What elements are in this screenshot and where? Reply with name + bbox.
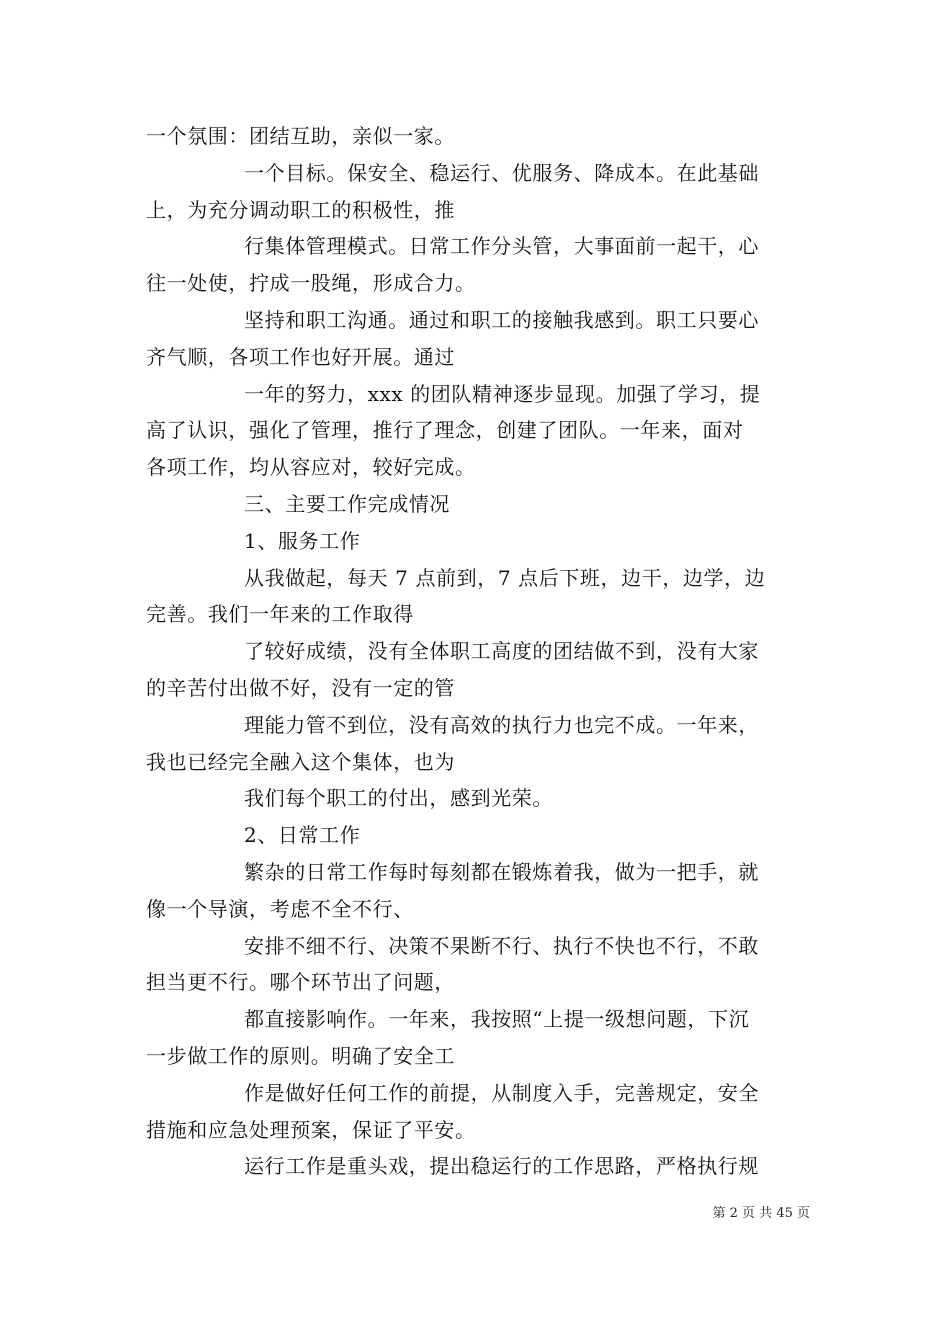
- subsection-heading: 2、日常工作: [244, 823, 361, 848]
- text-line: 完善。我们一年来的工作取得: [146, 602, 414, 627]
- section-heading: 三、主要工作完成情况: [244, 491, 450, 516]
- text-line: 我也已经完全融入这个集体，也为: [146, 749, 455, 774]
- text-line: 了较好成绩，没有全体职工高度的团结做不到，没有大家: [244, 639, 759, 664]
- text-line: 各项工作，均从容应对，较好完成。: [146, 455, 476, 480]
- text-line: 高了认识，强化了管理，推行了理念，创建了团队。一年来，面对: [146, 418, 744, 443]
- text-line: 从我做起，每天 7 点前到，7 点后下班，边干，边学，边: [244, 565, 766, 590]
- text-line: 齐气顺，各项工作也好开展。通过: [146, 344, 455, 369]
- text-line: 行集体管理模式。日常工作分头管，大事面前一起干，心: [244, 234, 759, 259]
- text-line: 理能力管不到位，没有高效的执行力也完不成。一年来，: [244, 712, 759, 737]
- text-line: 担当更不行。哪个环节出了问题，: [146, 970, 455, 995]
- subsection-heading: 1、服务工作: [244, 528, 361, 553]
- text-line: 一步做工作的原则。明确了安全工: [146, 1043, 455, 1068]
- page-number-footer: 第 2 页 共 45 页: [712, 1206, 810, 1221]
- document-body: [146, 118, 806, 1185]
- text-line: 一年的努力，xxx 的团队精神逐步显现。加强了学习，提: [244, 381, 761, 406]
- text-line: 的辛苦付出做不好，没有一定的管: [146, 675, 455, 700]
- text-line: 繁杂的日常工作每时每刻都在锻炼着我，做为一把手，就: [244, 859, 759, 884]
- text-line: 措施和应急处理预案，保证了平安。: [146, 1117, 476, 1142]
- text-line: 一个氛围：团结互助，亲似一家。: [146, 124, 455, 148]
- text-line: 我们每个职工的付出，感到光荣。: [244, 786, 553, 811]
- text-line: 坚持和职工沟通。通过和职工的接触我感到。职工只要心: [244, 307, 759, 332]
- text-line: 上，为充分调动职工的积极性，推: [146, 197, 455, 222]
- text-line: 一个目标。保安全、稳运行、优服务、降成本。在此基础: [244, 160, 759, 185]
- text-line: 像一个导演，考虑不全不行、: [146, 896, 414, 921]
- text-line: 运行工作是重头戏，提出稳运行的工作思路，严格执行规: [244, 1154, 759, 1179]
- text-line: 往一处使，拧成一股绳，形成合力。: [146, 271, 476, 296]
- text-line: 安排不细不行、决策不果断不行、执行不快也不行，不敢: [244, 933, 759, 958]
- text-line: 作是做好任何工作的前提，从制度入手，完善规定，安全: [244, 1080, 759, 1105]
- text-line: 都直接影响作。一年来，我按照“上提一级想问题，下沉: [244, 1007, 750, 1032]
